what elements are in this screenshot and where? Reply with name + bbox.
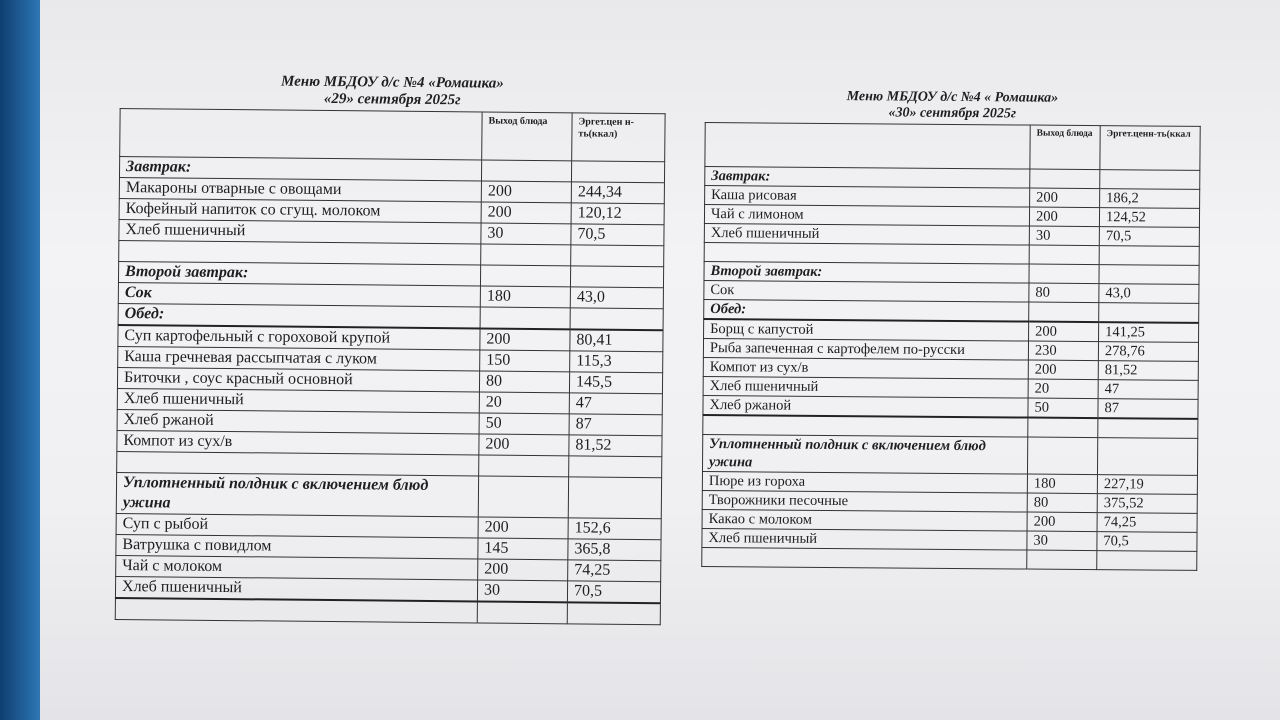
dish-energy: 81,52 bbox=[1098, 361, 1198, 381]
menu-sep-29 bbox=[115, 72, 665, 625]
dish-output bbox=[481, 244, 571, 266]
header-output: Выход блюда bbox=[482, 112, 572, 161]
dish-output: 200 bbox=[478, 517, 568, 539]
menu-title-line2: «30» сентября 2025г bbox=[888, 105, 1017, 122]
menu-section-row bbox=[116, 472, 661, 518]
dish-output: 200 bbox=[1029, 207, 1099, 227]
dish-name: Завтрак: bbox=[119, 157, 481, 181]
dish-output bbox=[479, 455, 569, 477]
dish-output: 200 bbox=[478, 559, 568, 581]
header-dish-cell bbox=[120, 109, 482, 160]
dish-energy bbox=[567, 602, 660, 624]
dish-name: Творожники песочные bbox=[702, 490, 1027, 512]
dish-energy: 152,6 bbox=[568, 518, 661, 540]
dish-output: 50 bbox=[1028, 398, 1098, 418]
dish-output bbox=[1029, 302, 1099, 322]
dish-name: Каша рисовая bbox=[705, 186, 1030, 208]
dish-energy bbox=[1097, 438, 1197, 476]
dish-energy: 244,34 bbox=[571, 182, 664, 204]
dish-name: Второй завтрак: bbox=[118, 261, 480, 285]
dish-name: Хлеб пшеничный bbox=[117, 388, 479, 412]
dish-name: Ватрушка с повидлом bbox=[116, 534, 478, 558]
dish-name: Хлеб ржаной bbox=[703, 395, 1028, 417]
menu-title bbox=[120, 72, 665, 111]
dish-output bbox=[480, 265, 570, 287]
dish-energy bbox=[570, 308, 663, 330]
dish-name: Чай с молоком bbox=[116, 555, 478, 579]
dish-name: Завтрак: bbox=[705, 167, 1030, 189]
dish-name bbox=[703, 415, 1028, 437]
header-dish-cell bbox=[705, 123, 1030, 170]
dish-name: Пюре из гороха bbox=[702, 471, 1027, 493]
dish-energy bbox=[1099, 246, 1199, 266]
dish-output: 80 bbox=[479, 371, 569, 393]
dish-output bbox=[1029, 245, 1099, 265]
dish-output: 200 bbox=[479, 434, 569, 456]
dish-energy bbox=[568, 477, 661, 519]
dish-energy: 365,8 bbox=[568, 539, 661, 561]
dish-energy: 47 bbox=[1098, 380, 1198, 400]
table-header-row bbox=[120, 109, 665, 162]
dish-output bbox=[1029, 264, 1099, 284]
dish-name: Уплотненный полдник с включением блюд ужина bbox=[702, 434, 1027, 474]
dish-name: Чай с лимоном bbox=[704, 205, 1029, 227]
dish-output: 200 bbox=[1028, 360, 1098, 380]
dish-energy: 141,25 bbox=[1099, 322, 1199, 342]
dish-name: Сок bbox=[118, 282, 480, 306]
dish-energy bbox=[569, 456, 662, 478]
dish-name: Каша гречневая рассыпчатая с луком bbox=[118, 346, 480, 370]
dish-output bbox=[478, 476, 568, 518]
dish-output bbox=[1027, 550, 1097, 570]
dish-energy: 43,0 bbox=[1099, 284, 1199, 304]
dish-name bbox=[115, 598, 477, 623]
dish-energy: 115,3 bbox=[570, 351, 663, 373]
dish-name: Биточки , соус красный основной bbox=[117, 367, 479, 391]
dish-output bbox=[481, 160, 571, 182]
dish-name: Обед: bbox=[118, 303, 480, 328]
dish-energy bbox=[571, 245, 664, 267]
dish-output: 200 bbox=[480, 328, 570, 350]
dish-name: Кофейный напиток со сгущ. молоком bbox=[119, 198, 481, 222]
dish-energy: 375,52 bbox=[1097, 494, 1197, 514]
dish-name: Компот из сух/в bbox=[703, 357, 1028, 379]
dish-energy: 87 bbox=[1098, 399, 1198, 419]
dish-output: 180 bbox=[1027, 474, 1097, 494]
dish-output: 200 bbox=[481, 181, 571, 203]
dish-energy: 74,25 bbox=[1097, 513, 1197, 533]
dish-output: 20 bbox=[1028, 379, 1098, 399]
dish-name: Суп с рыбой bbox=[116, 513, 478, 537]
dish-energy: 186,2 bbox=[1100, 189, 1200, 209]
dish-output bbox=[1028, 418, 1098, 438]
menu-table-body bbox=[115, 109, 665, 625]
dish-energy: 70,5 bbox=[1097, 532, 1197, 552]
dish-energy: 227,19 bbox=[1097, 475, 1197, 495]
menu-title-line1: Меню МБДОУ д/с №4 «Ромашка» bbox=[280, 73, 504, 92]
dish-name: Хлеб ржаной bbox=[117, 409, 479, 433]
dish-name: Сок bbox=[704, 280, 1029, 302]
dish-energy: 80,41 bbox=[570, 329, 663, 351]
menu-table bbox=[701, 122, 1200, 571]
dish-name: Хлеб пшеничный bbox=[702, 528, 1027, 550]
header-energy: Эргет.ценн-ть(ккал bbox=[1100, 126, 1200, 171]
dish-energy bbox=[1100, 170, 1200, 190]
menu-section-row bbox=[702, 434, 1197, 475]
dish-energy: 70,5 bbox=[1099, 227, 1199, 247]
menu-title-line2: «29» сентября 2025г bbox=[323, 90, 461, 109]
dish-output: 30 bbox=[1029, 226, 1099, 246]
dish-name: Хлеб пшеничный bbox=[703, 376, 1028, 398]
dish-output: 150 bbox=[480, 350, 570, 372]
dish-energy bbox=[1099, 303, 1199, 323]
dish-energy: 120,12 bbox=[571, 203, 664, 225]
dish-name: Макароны отварные с овощами bbox=[119, 177, 481, 201]
dish-output: 20 bbox=[479, 392, 569, 414]
menu-sep-30 bbox=[701, 88, 1200, 571]
dish-output bbox=[480, 307, 570, 329]
dish-output bbox=[1030, 169, 1100, 189]
dish-energy: 47 bbox=[569, 393, 662, 415]
dish-name bbox=[702, 547, 1027, 569]
dish-output: 30 bbox=[1027, 531, 1097, 551]
dish-energy bbox=[1098, 418, 1198, 438]
dish-energy: 145,5 bbox=[569, 372, 662, 394]
dish-output: 200 bbox=[1027, 512, 1097, 532]
dish-name: Хлеб пшеничный bbox=[704, 223, 1029, 245]
menu-title bbox=[705, 88, 1200, 124]
dish-output bbox=[477, 601, 567, 623]
dish-name: Компот из сух/в bbox=[117, 430, 479, 454]
dish-energy bbox=[1097, 551, 1197, 571]
dish-name: Второй завтрак: bbox=[704, 261, 1029, 283]
dish-name: Обед: bbox=[704, 299, 1029, 321]
dish-energy: 74,25 bbox=[568, 560, 661, 582]
dish-energy: 124,52 bbox=[1099, 208, 1199, 228]
dish-output: 230 bbox=[1028, 341, 1098, 361]
dish-energy: 43,0 bbox=[570, 287, 663, 309]
dish-output: 200 bbox=[1029, 322, 1099, 342]
dish-output: 30 bbox=[481, 223, 571, 245]
dish-name: Уплотненный полдник с включением блюд ужина bbox=[116, 472, 478, 516]
document-page bbox=[40, 0, 1280, 720]
dish-energy: 70,5 bbox=[571, 224, 664, 246]
dish-name: Рыба запеченная с картофелем по-русски bbox=[703, 338, 1028, 360]
dish-name: Хлеб пшеничный bbox=[119, 219, 481, 243]
dish-energy bbox=[571, 161, 664, 183]
menu-table bbox=[115, 108, 666, 625]
dish-name: Хлеб пшеничный bbox=[115, 576, 477, 601]
dish-energy: 278,76 bbox=[1098, 342, 1198, 362]
dish-output: 200 bbox=[1030, 188, 1100, 208]
dish-output: 50 bbox=[479, 413, 569, 435]
empty-row bbox=[115, 598, 660, 625]
table-header-row bbox=[705, 123, 1200, 171]
dish-energy: 70,5 bbox=[567, 581, 660, 603]
dish-name: Суп картофельный с гороховой крупой bbox=[118, 325, 480, 350]
empty-row bbox=[702, 547, 1197, 570]
dish-output bbox=[1027, 437, 1097, 475]
dish-output: 30 bbox=[477, 580, 567, 602]
dish-energy: 87 bbox=[569, 414, 662, 436]
dish-output: 200 bbox=[481, 202, 571, 224]
dish-name: Какао с молоком bbox=[702, 509, 1027, 531]
menu-title-line1: Меню МБДОУ д/с №4 « Ромашка» bbox=[846, 89, 1059, 106]
dish-energy bbox=[1099, 265, 1199, 285]
dish-output: 80 bbox=[1029, 283, 1099, 303]
dish-output: 80 bbox=[1027, 493, 1097, 513]
dish-name bbox=[704, 242, 1029, 264]
dish-energy bbox=[570, 266, 663, 288]
dish-name: Борщ с капустой bbox=[704, 319, 1029, 341]
dish-energy: 81,52 bbox=[569, 435, 662, 457]
header-energy: Эргет.цен н-ть(ккал) bbox=[572, 113, 665, 162]
header-output: Выход блюда bbox=[1030, 125, 1100, 170]
dish-output: 180 bbox=[480, 286, 570, 308]
menu-table-body bbox=[702, 123, 1200, 571]
dish-output: 145 bbox=[478, 538, 568, 560]
